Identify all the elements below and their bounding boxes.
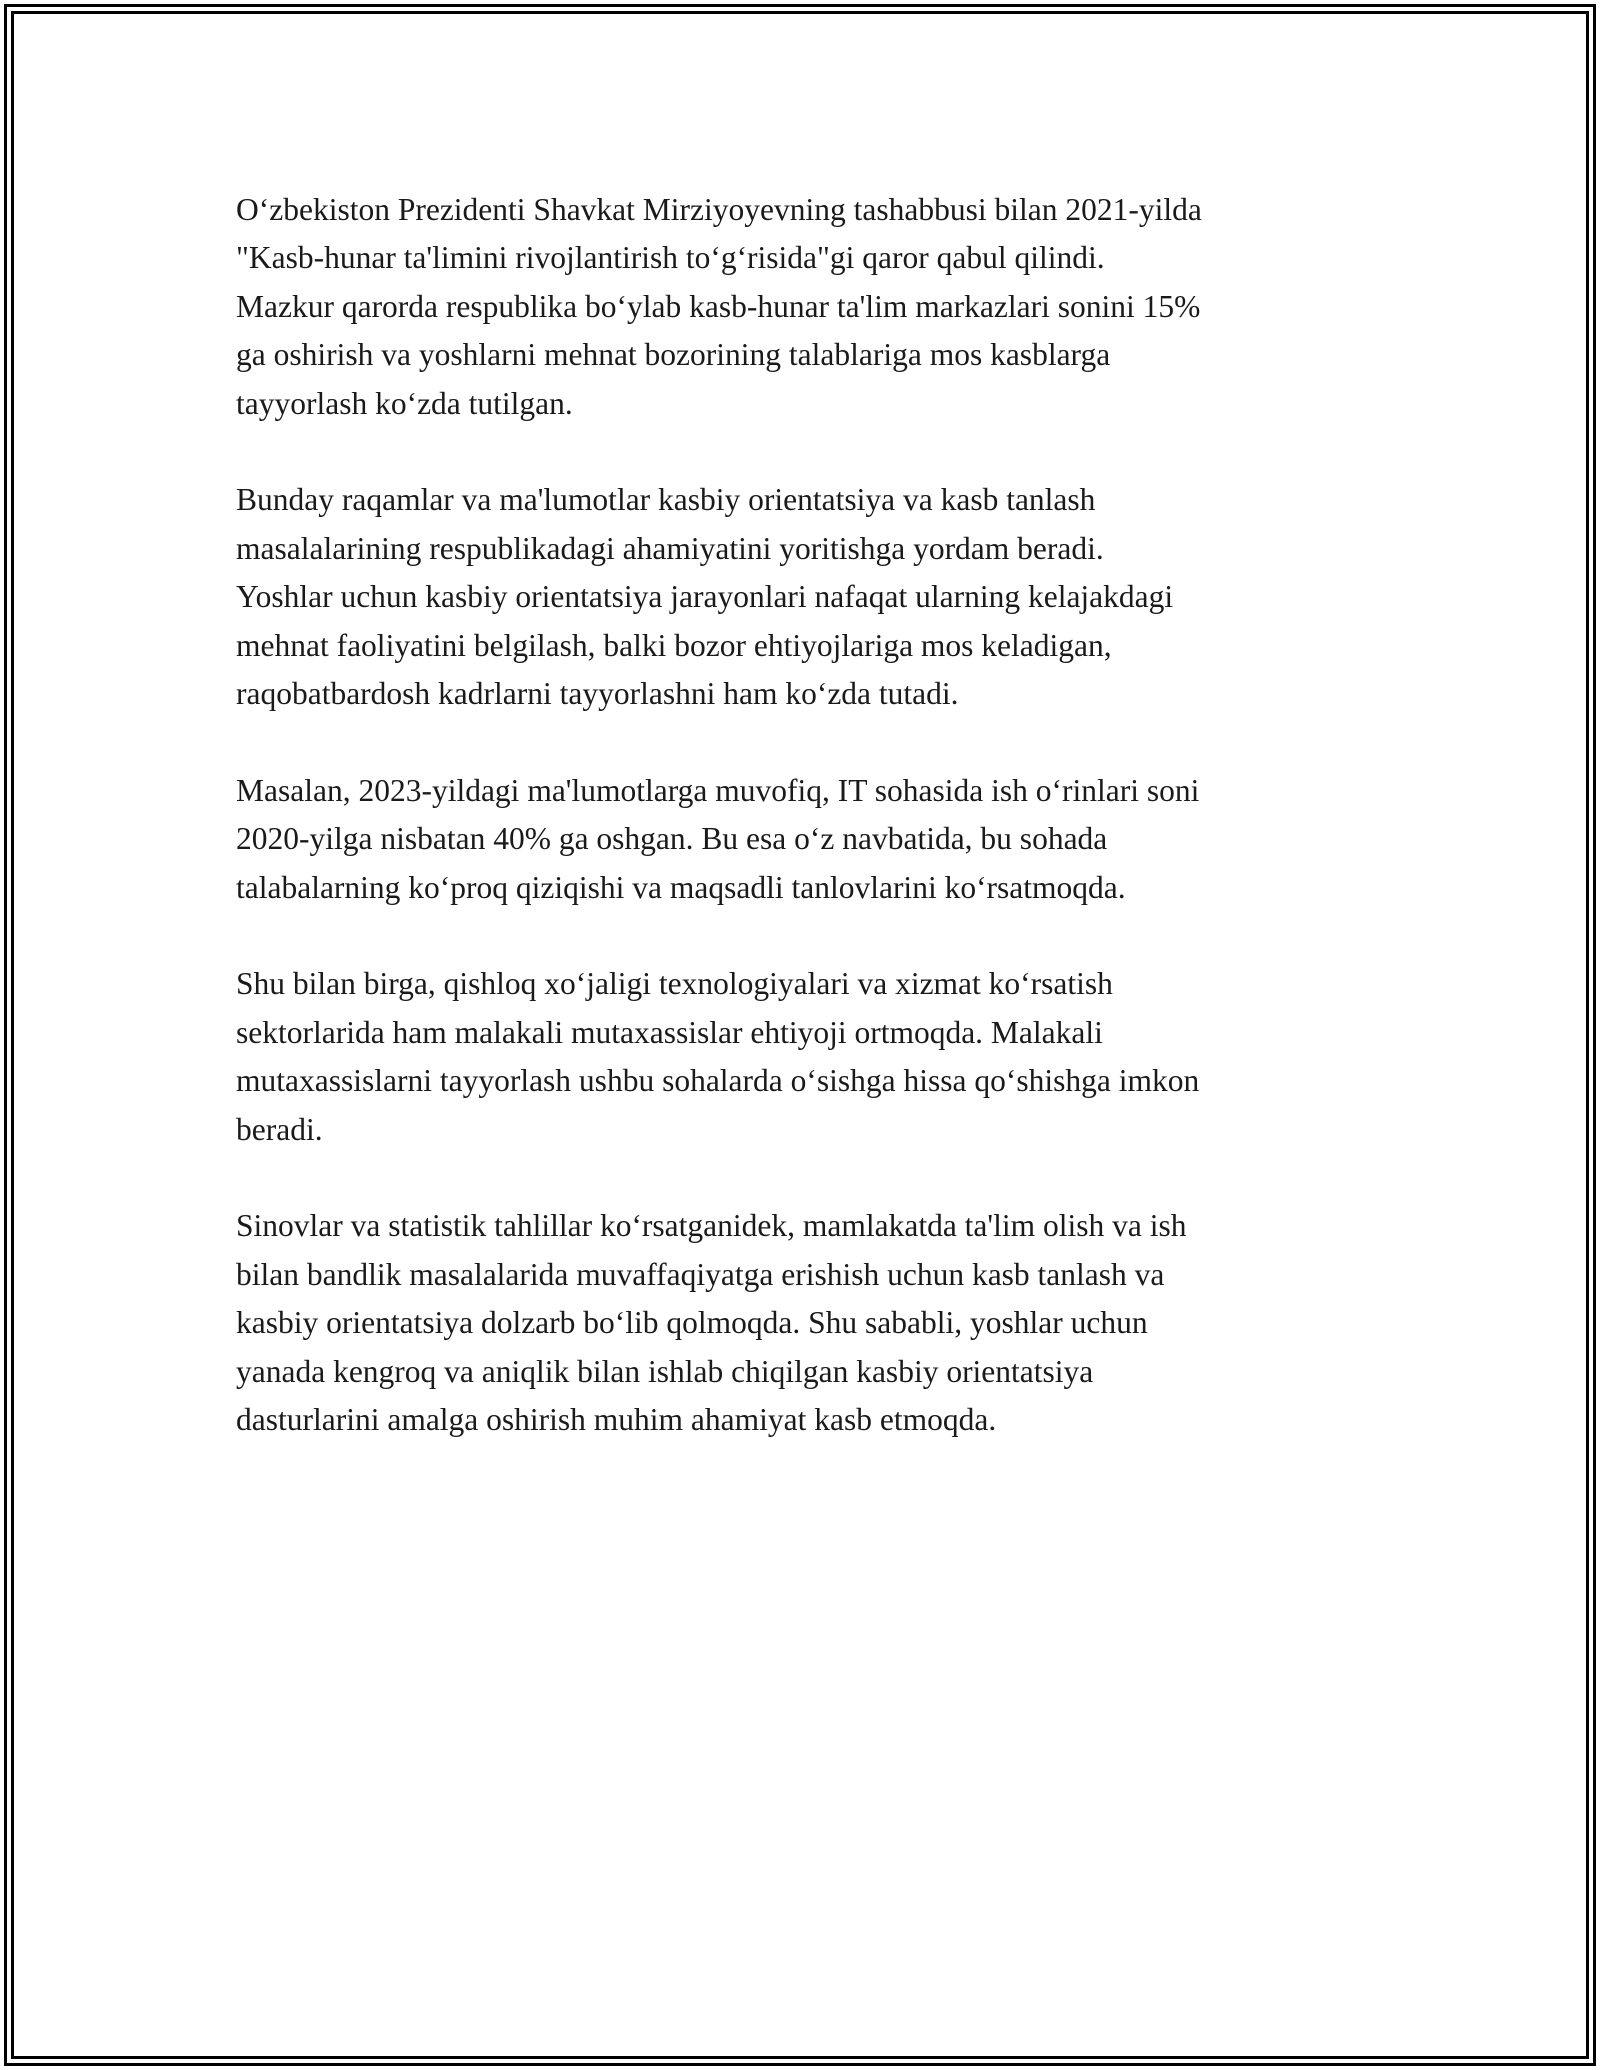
text-line: bilan bandlik masalalarida muvaffaqiyatga erishish uchun kasb tanlash va xyxy=(236,1256,1165,1292)
text-line: talabalarning koʻproq qiziqishi va maqsadli tanlovlarini koʻrsatmoqda. xyxy=(236,869,1126,905)
text-line: tayyorlash koʻzda tutilgan. xyxy=(236,385,573,421)
text-line: Bunday raqamlar va ma'lumotlar kasbiy orientatsiya va kasb tanlash xyxy=(236,482,1096,518)
text-line: sektorlarida ham malakali mutaxassislar ehtiyoji ortmoqda. Malakali xyxy=(236,1014,1103,1050)
text-line: yanada kengroq va aniqlik bilan ishlab chiqilgan kasbiy orientatsiya xyxy=(236,1353,1094,1389)
text-line: Sinovlar va statistik tahlillar koʻrsatganidek, mamlakatda ta'lim olish va ish xyxy=(236,1208,1187,1244)
text-line: Yoshlar uchun kasbiy orientatsiya jarayonlari nafaqat ularning kelajakdagi xyxy=(236,579,1174,615)
text-line: mehnat faoliyatini belgilash, balki bozor ehtiyojlariga mos keladigan, xyxy=(236,627,1112,663)
text-line: mutaxassislarni tayyorlash ushbu sohalarda oʻsishga hissa qoʻshishga imkon xyxy=(236,1063,1200,1099)
text-line: "Kasb-hunar ta'limini rivojlantirish toʻgʻrisida"gi qaror qabul qilindi. xyxy=(236,240,1105,276)
text-line: beradi. xyxy=(236,1111,323,1147)
paragraph-3 xyxy=(236,767,1376,912)
document-body xyxy=(236,186,1376,1493)
paragraph-4 xyxy=(236,960,1376,1154)
text-line: 2020-yilga nisbatan 40% ga oshgan. Bu esa oʻz navbatida, bu sohada xyxy=(236,821,1108,857)
text-line: masalalarining respublikadagi ahamiyatini yoritishga yordam beradi. xyxy=(236,530,1104,566)
text-line: raqobatbardosh kadrlarni tayyorlashni ham koʻzda tutadi. xyxy=(236,676,959,712)
paragraph-1 xyxy=(236,186,1376,428)
text-line: Mazkur qarorda respublika boʻylab kasb-hunar ta'lim markazlari sonini 15% xyxy=(236,288,1201,324)
paragraph-2 xyxy=(236,476,1376,718)
text-line: Oʻzbekiston Prezidenti Shavkat Mirziyoyevning tashabbusi bilan 2021-yilda xyxy=(236,192,1202,227)
text-line: dasturlarini amalga oshirish muhim ahamiyat kasb etmoqda. xyxy=(236,1402,997,1438)
text-line: Shu bilan birga, qishloq xoʻjaligi texnologiyalari va xizmat koʻrsatish xyxy=(236,966,1113,1002)
text-line: ga oshirish va yoshlarni mehnat bozorining talablariga mos kasblarga xyxy=(236,337,1111,373)
text-line: kasbiy orientatsiya dolzarb boʻlib qolmoqda. Shu sababli, yoshlar uchun xyxy=(236,1305,1148,1341)
text-line: Masalan, 2023-yildagi ma'lumotlarga muvofiq, IT sohasida ish oʻrinlari soni xyxy=(236,772,1200,808)
paragraph-5 xyxy=(236,1202,1376,1444)
